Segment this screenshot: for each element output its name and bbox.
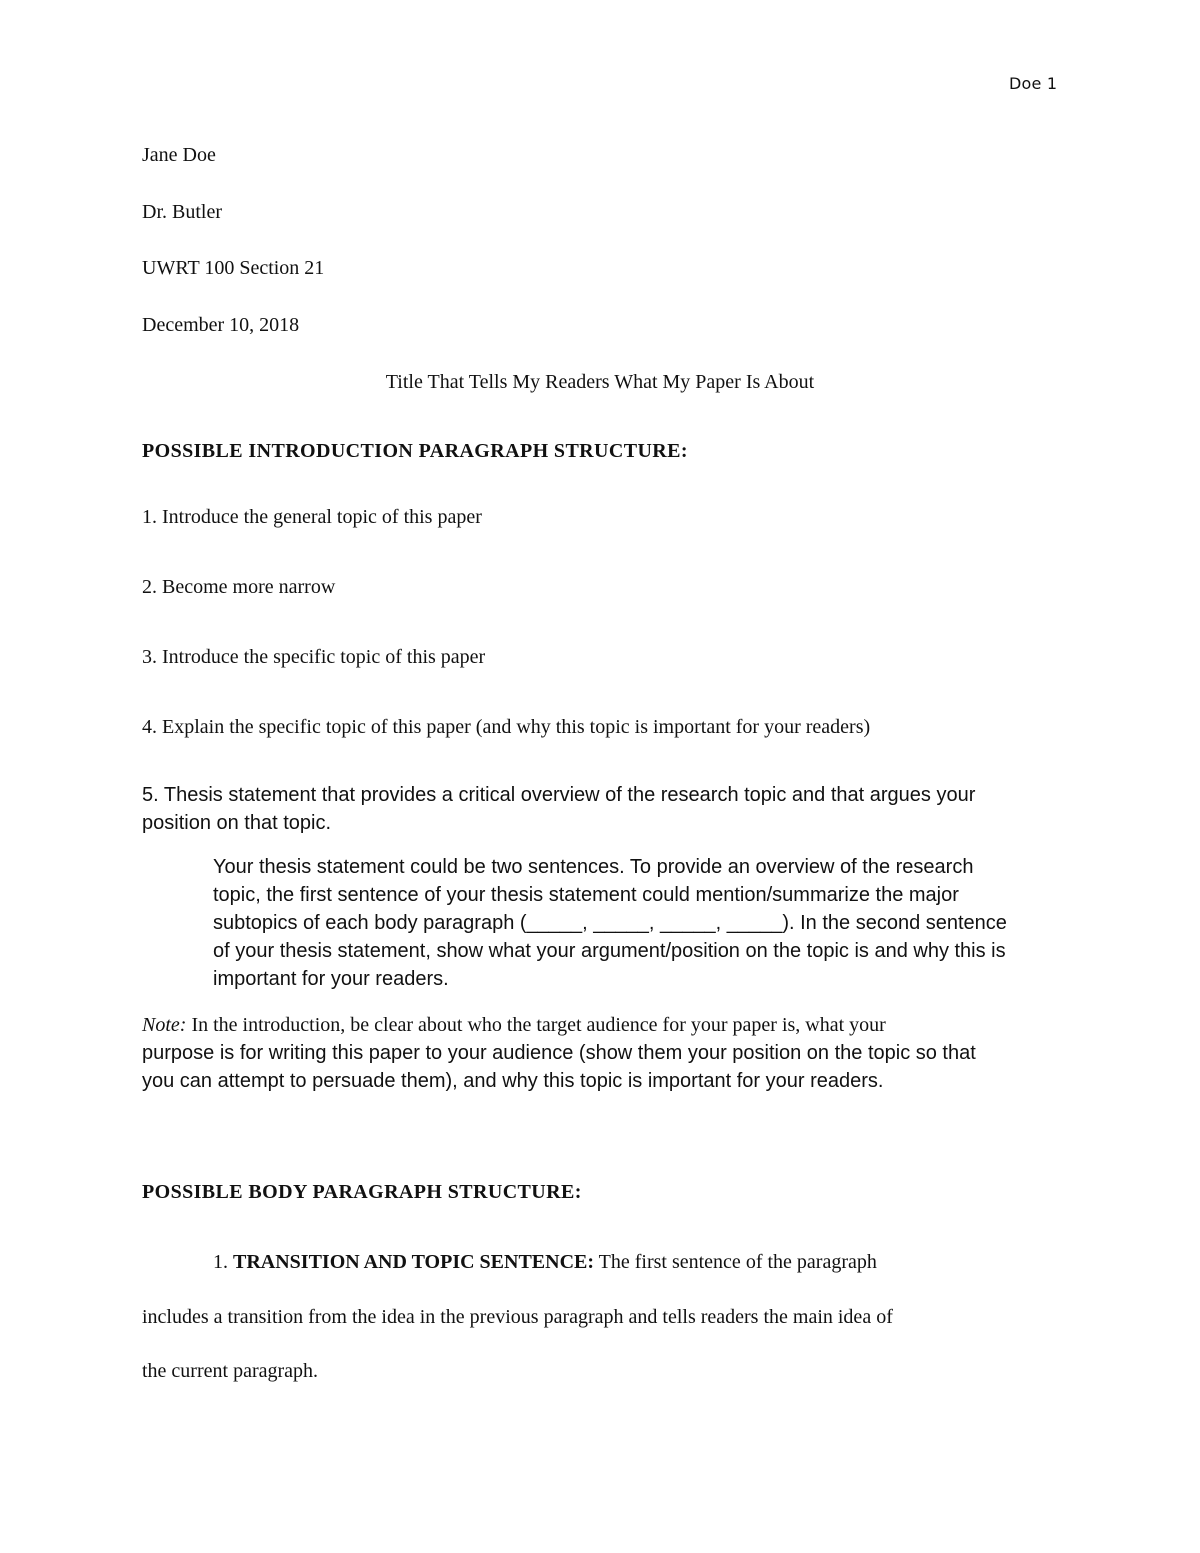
thesis-explanation-line: Your thesis statement could be two sentences. To provide an overview of the research (213, 856, 974, 878)
student-name: Jane Doe (142, 144, 216, 166)
intro-step-1: 1. Introduce the general topic of this paper (142, 506, 482, 528)
instructor-name: Dr. Butler (142, 201, 222, 223)
paper-date: December 10, 2018 (142, 314, 300, 336)
thesis-explanation-line: topic, the first sentence of your thesis statement could mention/summarize the major (213, 884, 959, 906)
note-paragraph-line: purpose is for writing this paper to your audience (show them your position on the topic so that (142, 1042, 976, 1064)
intro-step-5-line: 5. Thesis statement that provides a critical overview of the research topic and that argues your (142, 784, 976, 806)
intro-step-4: 4. Explain the specific topic of this paper (and why this topic is important for your readers) (142, 716, 871, 738)
intro-step-3: 3. Introduce the specific topic of this paper (142, 646, 486, 668)
paper-title: Title That Tells My Readers What My Paper Is About (385, 371, 815, 393)
note-paragraph-line: you can attempt to persuade them), and why this topic is important for your readers. (142, 1070, 884, 1092)
body-item-1-line: the current paragraph. (142, 1360, 319, 1382)
body-item-1-line: includes a transition from the idea in the previous paragraph and tells readers the main idea of (142, 1306, 893, 1328)
course-name: UWRT 100 Section 21 (142, 257, 325, 279)
thesis-explanation-line: of your thesis statement, show what your argument/position on the topic is and why this is (213, 940, 1006, 962)
thesis-explanation-line: subtopics of each body paragraph (_____, _____, _____, _____). In the second sentence (213, 912, 1007, 934)
intro-step-5 (142, 781, 975, 837)
thesis-explanation (213, 853, 1007, 993)
body-item-1-label: TRANSITION AND TOPIC SENTENCE: (233, 1251, 595, 1273)
intro-section-heading: POSSIBLE INTRODUCTION PARAGRAPH STRUCTURE: (142, 440, 688, 462)
note-text: In the introduction, be clear about who the target audience for your paper is, what your (186, 1014, 886, 1036)
note-label: Note: (142, 1014, 187, 1036)
intro-step-2: 2. Become more narrow (142, 576, 336, 598)
body-item-1-first-line (213, 1248, 877, 1276)
body-item-1-text: The first sentence of the paragraph (594, 1251, 877, 1273)
note-paragraph-first-line (142, 1011, 886, 1039)
intro-step-5-line: position on that topic. (142, 812, 332, 834)
page-header-number: Doe 1 (1009, 74, 1058, 93)
thesis-explanation-line: important for your readers. (213, 968, 449, 990)
body-item-1-number: 1. (213, 1251, 233, 1273)
body-section-heading: POSSIBLE BODY PARAGRAPH STRUCTURE: (142, 1181, 582, 1203)
